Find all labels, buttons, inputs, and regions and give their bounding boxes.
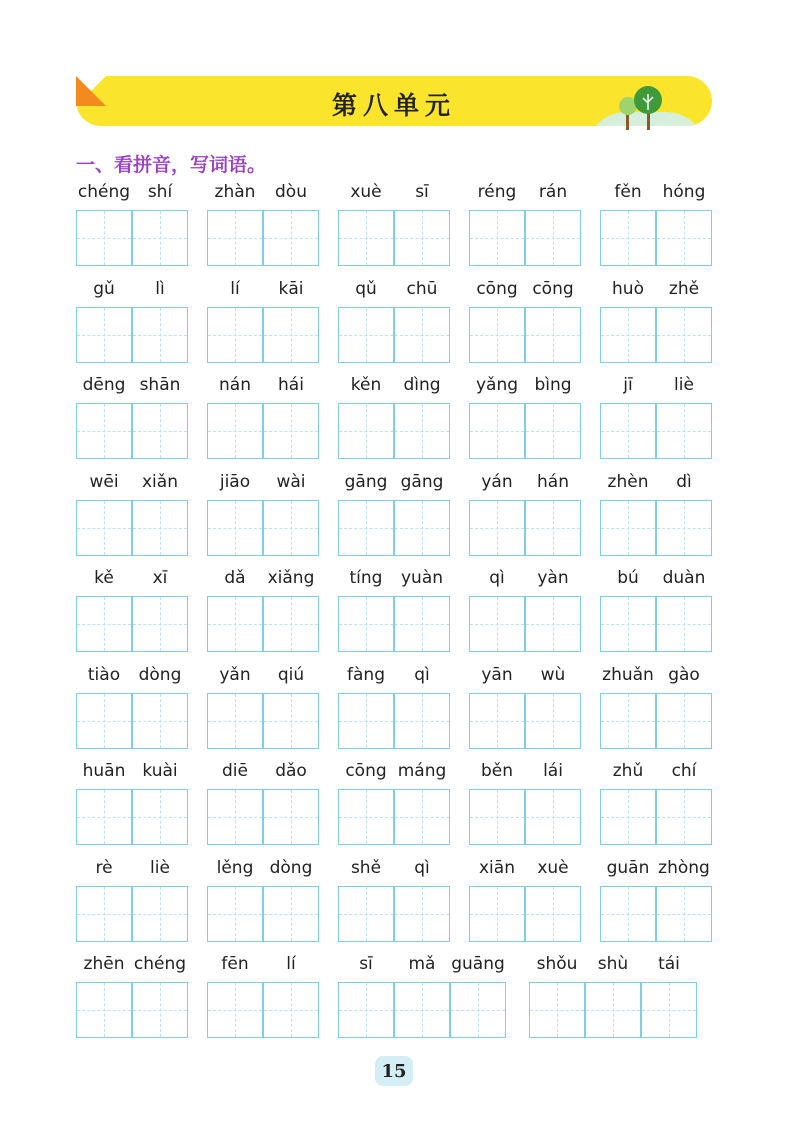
writing-box[interactable] xyxy=(207,403,263,459)
writing-box[interactable] xyxy=(132,596,188,652)
pinyin-syllable: dòu xyxy=(275,182,307,202)
pinyin-syllable: dì xyxy=(676,471,692,492)
writing-box[interactable] xyxy=(600,307,656,363)
writing-box[interactable] xyxy=(263,982,319,1038)
writing-box[interactable] xyxy=(600,886,656,942)
writing-box[interactable] xyxy=(394,307,450,363)
pinyin-syllable: zhòng xyxy=(658,857,710,878)
pinyin-syllable: zhuǎn xyxy=(602,664,654,685)
pinyin-syllable: yān xyxy=(481,664,513,685)
writing-box[interactable] xyxy=(600,500,656,556)
pinyin-syllable: sī xyxy=(359,954,373,974)
pinyin-syllable: réng xyxy=(477,182,517,202)
section-heading: 一、看拼音，写词语。 xyxy=(76,154,267,176)
pinyin-syllable: zhàn xyxy=(214,182,256,202)
writing-box[interactable] xyxy=(207,693,263,749)
writing-box[interactable] xyxy=(338,500,394,556)
writing-box[interactable] xyxy=(207,596,263,652)
pinyin-syllable: xuè xyxy=(537,857,569,878)
pinyin-syllable: lái xyxy=(543,761,563,781)
pinyin-syllable: cōng xyxy=(345,761,387,781)
pinyin-syllable: dòng xyxy=(138,664,182,685)
pinyin-syllable: dòng xyxy=(269,857,313,878)
pinyin-syllable: chí xyxy=(671,761,697,781)
writing-box[interactable] xyxy=(525,886,581,942)
pinyin-syllable: zhǔ xyxy=(612,761,644,781)
writing-box[interactable] xyxy=(263,403,319,459)
pinyin-syllable: hái xyxy=(278,375,304,395)
writing-box[interactable] xyxy=(656,789,712,845)
writing-box[interactable] xyxy=(394,403,450,459)
pinyin-syllable: fàng xyxy=(347,664,385,685)
writing-box[interactable] xyxy=(469,403,525,459)
writing-box[interactable] xyxy=(76,307,132,363)
pinyin-syllable: guān xyxy=(606,857,650,878)
pinyin-syllable: bú xyxy=(617,568,639,588)
writing-box[interactable] xyxy=(207,982,263,1038)
writing-box[interactable] xyxy=(525,210,581,266)
pinyin-syllable: yuàn xyxy=(400,568,444,588)
writing-box[interactable] xyxy=(656,403,712,459)
writing-box[interactable] xyxy=(600,693,656,749)
pinyin-syllable: tíng xyxy=(349,568,383,588)
writing-box[interactable] xyxy=(338,210,394,266)
pinyin-syllable: lí xyxy=(286,954,296,974)
pinyin-syllable: xuè xyxy=(350,182,382,202)
writing-box[interactable] xyxy=(656,693,712,749)
writing-box[interactable] xyxy=(76,982,132,1038)
writing-box[interactable] xyxy=(132,693,188,749)
pinyin-syllable: chéng xyxy=(133,954,187,974)
pinyin-syllable: kuài xyxy=(142,761,178,781)
writing-box[interactable] xyxy=(469,693,525,749)
writing-box[interactable] xyxy=(132,886,188,942)
pinyin-syllable: diē xyxy=(222,761,248,781)
pinyin-syllable: qì xyxy=(414,857,430,878)
writing-box[interactable] xyxy=(76,596,132,652)
pinyin-syllable: guāng xyxy=(451,954,505,974)
pinyin-syllable: rè xyxy=(95,857,113,878)
writing-box[interactable] xyxy=(338,789,394,845)
pinyin-syllable: jī xyxy=(623,375,633,395)
writing-box[interactable] xyxy=(600,596,656,652)
writing-box[interactable] xyxy=(207,210,263,266)
pinyin-syllable: zhèn xyxy=(607,471,649,492)
pinyin-syllable: yǎn xyxy=(219,664,251,685)
writing-box[interactable] xyxy=(394,693,450,749)
writing-box[interactable] xyxy=(525,403,581,459)
banner-corner xyxy=(76,76,106,106)
writing-box[interactable] xyxy=(76,210,132,266)
pinyin-syllable: liè xyxy=(150,857,170,878)
pinyin-syllable: zhě xyxy=(668,278,700,299)
pinyin-syllable: qì xyxy=(489,568,505,588)
pinyin-syllable: gǔ xyxy=(93,278,115,299)
writing-box[interactable] xyxy=(132,210,188,266)
writing-box[interactable] xyxy=(394,982,450,1038)
writing-box[interactable] xyxy=(207,886,263,942)
pinyin-syllable: qì xyxy=(414,664,430,685)
writing-box[interactable] xyxy=(263,693,319,749)
pinyin-syllable: lì xyxy=(155,278,165,299)
pinyin-syllable: nán xyxy=(219,375,251,395)
page-number-badge xyxy=(375,1056,413,1086)
writing-box[interactable] xyxy=(525,789,581,845)
writing-box[interactable] xyxy=(76,500,132,556)
pinyin-syllable: hóng xyxy=(662,182,706,202)
writing-box[interactable] xyxy=(132,500,188,556)
writing-box[interactable] xyxy=(338,982,394,1038)
writing-box[interactable] xyxy=(600,210,656,266)
writing-box[interactable] xyxy=(469,500,525,556)
writing-box[interactable] xyxy=(132,403,188,459)
writing-box[interactable] xyxy=(525,596,581,652)
pinyin-syllable: shù xyxy=(597,954,629,974)
pinyin-syllable: lí xyxy=(230,278,240,299)
writing-box[interactable] xyxy=(338,596,394,652)
pinyin-syllable: mǎ xyxy=(408,954,436,974)
pinyin-syllable: bìng xyxy=(534,375,572,395)
pinyin-syllable: xiǎng xyxy=(267,568,315,588)
writing-box[interactable] xyxy=(394,789,450,845)
writing-box[interactable] xyxy=(469,210,525,266)
writing-box[interactable] xyxy=(656,886,712,942)
pinyin-syllable: shí xyxy=(147,182,173,202)
writing-box[interactable] xyxy=(469,307,525,363)
writing-box[interactable] xyxy=(525,693,581,749)
writing-box[interactable] xyxy=(394,500,450,556)
writing-box[interactable] xyxy=(338,693,394,749)
writing-box[interactable] xyxy=(207,500,263,556)
pinyin-syllable: huān xyxy=(82,761,126,781)
writing-box[interactable] xyxy=(76,789,132,845)
writing-box[interactable] xyxy=(207,789,263,845)
writing-box[interactable] xyxy=(469,596,525,652)
pinyin-syllable: yǎng xyxy=(475,375,519,395)
pinyin-syllable: xiǎn xyxy=(142,471,178,492)
pinyin-syllable: cōng xyxy=(476,278,518,299)
writing-box[interactable] xyxy=(132,789,188,845)
pinyin-syllable: cōng xyxy=(532,278,574,299)
pinyin-syllable: gào xyxy=(668,664,700,685)
writing-box[interactable] xyxy=(656,596,712,652)
pinyin-syllable: kěn xyxy=(350,375,382,395)
writing-box[interactable] xyxy=(338,886,394,942)
pinyin-syllable: gāng xyxy=(400,471,444,492)
pinyin-syllable: kāi xyxy=(278,278,304,299)
pinyin-syllable: gāng xyxy=(344,471,388,492)
pinyin-syllable: tái xyxy=(658,954,680,974)
writing-box[interactable] xyxy=(656,307,712,363)
pinyin-syllable: wēi xyxy=(89,471,119,492)
page-number: 15 xyxy=(381,1061,407,1082)
pinyin-syllable: chéng xyxy=(77,182,131,202)
pinyin-syllable: shān xyxy=(139,375,181,395)
pinyin-syllable: dǎ xyxy=(224,568,246,588)
writing-box[interactable] xyxy=(525,307,581,363)
pinyin-syllable: wài xyxy=(276,471,306,492)
writing-box[interactable] xyxy=(263,596,319,652)
pinyin-syllable: dēng xyxy=(82,375,126,395)
writing-box[interactable] xyxy=(469,789,525,845)
writing-box[interactable] xyxy=(394,596,450,652)
writing-box[interactable] xyxy=(263,500,319,556)
tree-icon xyxy=(610,84,666,130)
pinyin-syllable: wù xyxy=(540,664,566,685)
writing-box[interactable] xyxy=(585,982,641,1038)
pinyin-syllable: rán xyxy=(538,182,568,202)
pinyin-syllable: dǎo xyxy=(275,761,307,781)
pinyin-syllable: qǔ xyxy=(355,278,377,299)
writing-box[interactable] xyxy=(263,210,319,266)
pinyin-syllable: běn xyxy=(480,761,514,781)
writing-box[interactable] xyxy=(263,307,319,363)
pinyin-syllable: zhēn xyxy=(83,954,125,974)
pinyin-syllable: jiāo xyxy=(219,471,251,492)
writing-box[interactable] xyxy=(76,693,132,749)
pinyin-syllable: fēn xyxy=(221,954,249,974)
writing-box[interactable] xyxy=(338,403,394,459)
writing-box[interactable] xyxy=(338,307,394,363)
writing-box[interactable] xyxy=(469,886,525,942)
writing-box[interactable] xyxy=(263,886,319,942)
writing-box[interactable] xyxy=(207,307,263,363)
pinyin-syllable: chū xyxy=(406,278,438,299)
writing-box[interactable] xyxy=(76,886,132,942)
pinyin-syllable: duàn xyxy=(662,568,706,588)
pinyin-syllable: yán xyxy=(481,471,513,492)
writing-box[interactable] xyxy=(525,500,581,556)
unit-title: 第八单元 xyxy=(331,91,456,120)
writing-box[interactable] xyxy=(600,403,656,459)
pinyin-syllable: kě xyxy=(94,568,114,588)
writing-box[interactable] xyxy=(529,982,585,1038)
pinyin-syllable: qiú xyxy=(277,664,305,685)
pinyin-syllable: hán xyxy=(537,471,569,492)
pinyin-syllable: xiān xyxy=(479,857,515,878)
writing-box[interactable] xyxy=(656,210,712,266)
pinyin-syllable: dìng xyxy=(403,375,441,395)
writing-box[interactable] xyxy=(132,982,188,1038)
writing-box[interactable] xyxy=(641,982,697,1038)
pinyin-syllable: huò xyxy=(612,278,644,299)
pinyin-syllable: xī xyxy=(152,568,168,588)
writing-box[interactable] xyxy=(263,789,319,845)
writing-box[interactable] xyxy=(656,500,712,556)
writing-box[interactable] xyxy=(394,886,450,942)
writing-box[interactable] xyxy=(76,403,132,459)
writing-box[interactable] xyxy=(132,307,188,363)
pinyin-syllable: yàn xyxy=(537,568,569,588)
writing-box[interactable] xyxy=(450,982,506,1038)
writing-box[interactable] xyxy=(600,789,656,845)
pinyin-syllable: fěn xyxy=(614,182,642,202)
pinyin-syllable: lěng xyxy=(216,857,254,878)
pinyin-syllable: máng xyxy=(397,761,447,781)
pinyin-syllable: shě xyxy=(350,857,382,878)
pinyin-syllable: tiào xyxy=(87,664,121,685)
pinyin-syllable: liè xyxy=(674,375,694,395)
writing-box[interactable] xyxy=(394,210,450,266)
pinyin-syllable: sī xyxy=(415,182,429,202)
pinyin-syllable: shǒu xyxy=(536,954,578,974)
